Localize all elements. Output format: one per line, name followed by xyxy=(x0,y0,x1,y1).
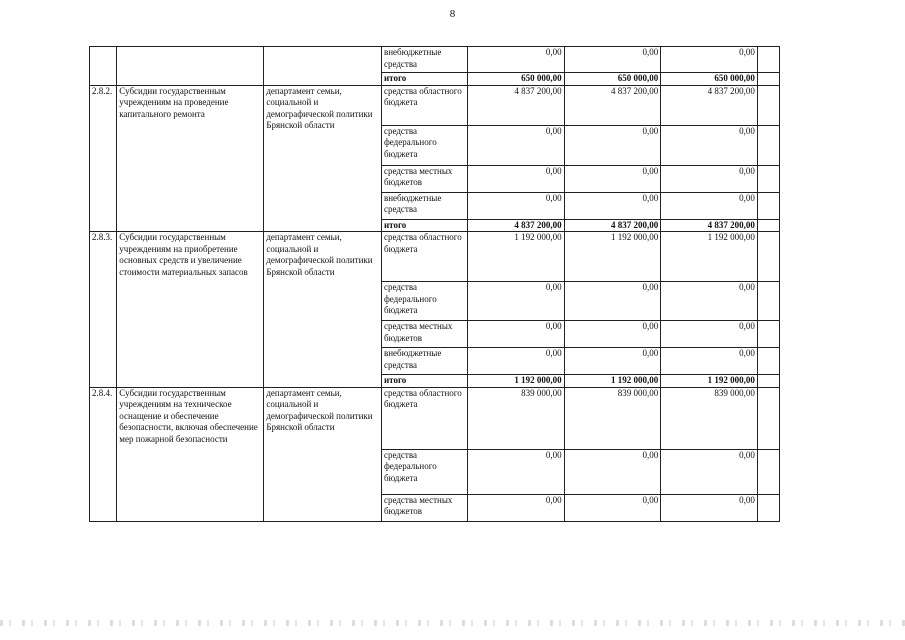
source-cell: средства федерального бюджета xyxy=(381,449,467,494)
value-cell-3: 0,00 xyxy=(661,47,758,73)
value-cell-3: 1 192 000,00 xyxy=(661,232,758,282)
source-cell: итого xyxy=(381,73,467,86)
item-department: департамент семьи, социальной и демографической политики Брянской области xyxy=(264,387,382,521)
empty-cell xyxy=(757,125,779,165)
value-cell-2: 0,00 xyxy=(564,165,661,192)
value-cell-2: 4 837 200,00 xyxy=(564,219,661,232)
empty-cell xyxy=(757,348,779,375)
value-cell-1: 0,00 xyxy=(468,348,565,375)
source-cell: средства федерального бюджета xyxy=(381,282,467,321)
table-row xyxy=(90,387,780,449)
table-row xyxy=(90,232,780,282)
item-number: 2.8.3. xyxy=(90,232,117,388)
empty-cell xyxy=(757,73,779,86)
source-cell: средства местных бюджетов xyxy=(381,494,467,521)
empty-cell xyxy=(757,449,779,494)
value-cell-1: 0,00 xyxy=(468,494,565,521)
num-cell xyxy=(90,47,117,86)
value-cell-1: 0,00 xyxy=(468,282,565,321)
item-number: 2.8.4. xyxy=(90,387,117,521)
value-cell-3: 839 000,00 xyxy=(661,387,758,449)
budget-table xyxy=(89,46,780,522)
empty-cell xyxy=(757,387,779,449)
value-cell-2: 0,00 xyxy=(564,47,661,73)
value-cell-2: 0,00 xyxy=(564,348,661,375)
value-cell-2: 1 192 000,00 xyxy=(564,375,661,388)
value-cell-1: 650 000,00 xyxy=(468,73,565,86)
item-department: департамент семьи, социальной и демографической политики Брянской области xyxy=(264,232,382,388)
dept-cell xyxy=(264,47,382,86)
value-cell-2: 650 000,00 xyxy=(564,73,661,86)
source-cell: средства областного бюджета xyxy=(381,85,467,125)
value-cell-3: 4 837 200,00 xyxy=(661,219,758,232)
source-cell: средства федерального бюджета xyxy=(381,125,467,165)
item-name: Субсидии государственным учреждениям на техническое оснащение и обеспечение безопасности, включая обеспечение мер пожарной безопасности xyxy=(117,387,264,521)
source-cell: итого xyxy=(381,375,467,388)
value-cell-2: 0,00 xyxy=(564,125,661,165)
empty-cell xyxy=(757,219,779,232)
item-name: Субсидии государственным учреждениям на приобретение основных средств и увеличение стоимости материальных запасов xyxy=(117,232,264,388)
value-cell-1: 4 837 200,00 xyxy=(468,219,565,232)
value-cell-1: 1 192 000,00 xyxy=(468,375,565,388)
value-cell-2: 839 000,00 xyxy=(564,387,661,449)
source-cell: средства областного бюджета xyxy=(381,387,467,449)
source-cell: внебюджетные средства xyxy=(381,47,467,73)
scan-noise-strip xyxy=(0,620,905,626)
value-cell-3: 650 000,00 xyxy=(661,73,758,86)
value-cell-3: 0,00 xyxy=(661,125,758,165)
value-cell-1: 0,00 xyxy=(468,192,565,219)
value-cell-2: 0,00 xyxy=(564,449,661,494)
value-cell-3: 1 192 000,00 xyxy=(661,375,758,388)
value-cell-1: 0,00 xyxy=(468,449,565,494)
name-cell xyxy=(117,47,264,86)
source-cell: средства местных бюджетов xyxy=(381,165,467,192)
value-cell-3: 0,00 xyxy=(661,321,758,348)
value-cell-2: 0,00 xyxy=(564,494,661,521)
value-cell-2: 0,00 xyxy=(564,282,661,321)
empty-cell xyxy=(757,192,779,219)
empty-cell xyxy=(757,494,779,521)
source-cell: внебюджетные средства xyxy=(381,348,467,375)
value-cell-3: 0,00 xyxy=(661,165,758,192)
item-department: департамент семьи, социальной и демографической политики Брянской области xyxy=(264,85,382,232)
value-cell-3: 0,00 xyxy=(661,494,758,521)
source-cell: средства местных бюджетов xyxy=(381,321,467,348)
value-cell-1: 839 000,00 xyxy=(468,387,565,449)
empty-cell xyxy=(757,232,779,282)
value-cell-3: 4 837 200,00 xyxy=(661,85,758,125)
value-cell-3: 0,00 xyxy=(661,348,758,375)
item-name: Субсидии государственным учреждениям на проведение капитального ремонта xyxy=(117,85,264,232)
empty-cell xyxy=(757,321,779,348)
table-row xyxy=(90,85,780,125)
item-number: 2.8.2. xyxy=(90,85,117,232)
source-cell: внебюджетные средства xyxy=(381,192,467,219)
value-cell-1: 0,00 xyxy=(468,47,565,73)
value-cell-2: 1 192 000,00 xyxy=(564,232,661,282)
source-cell: итого xyxy=(381,219,467,232)
value-cell-1: 4 837 200,00 xyxy=(468,85,565,125)
empty-cell xyxy=(757,165,779,192)
source-cell: средства областного бюджета xyxy=(381,232,467,282)
table-row xyxy=(90,47,780,73)
value-cell-3: 0,00 xyxy=(661,449,758,494)
value-cell-2: 4 837 200,00 xyxy=(564,85,661,125)
value-cell-2: 0,00 xyxy=(564,321,661,348)
value-cell-1: 1 192 000,00 xyxy=(468,232,565,282)
value-cell-3: 0,00 xyxy=(661,192,758,219)
value-cell-3: 0,00 xyxy=(661,282,758,321)
value-cell-1: 0,00 xyxy=(468,321,565,348)
page-number: 8 xyxy=(449,8,456,20)
value-cell-2: 0,00 xyxy=(564,192,661,219)
empty-cell xyxy=(757,282,779,321)
empty-cell xyxy=(757,47,779,73)
empty-cell xyxy=(757,375,779,388)
value-cell-1: 0,00 xyxy=(468,165,565,192)
value-cell-1: 0,00 xyxy=(468,125,565,165)
empty-cell xyxy=(757,85,779,125)
